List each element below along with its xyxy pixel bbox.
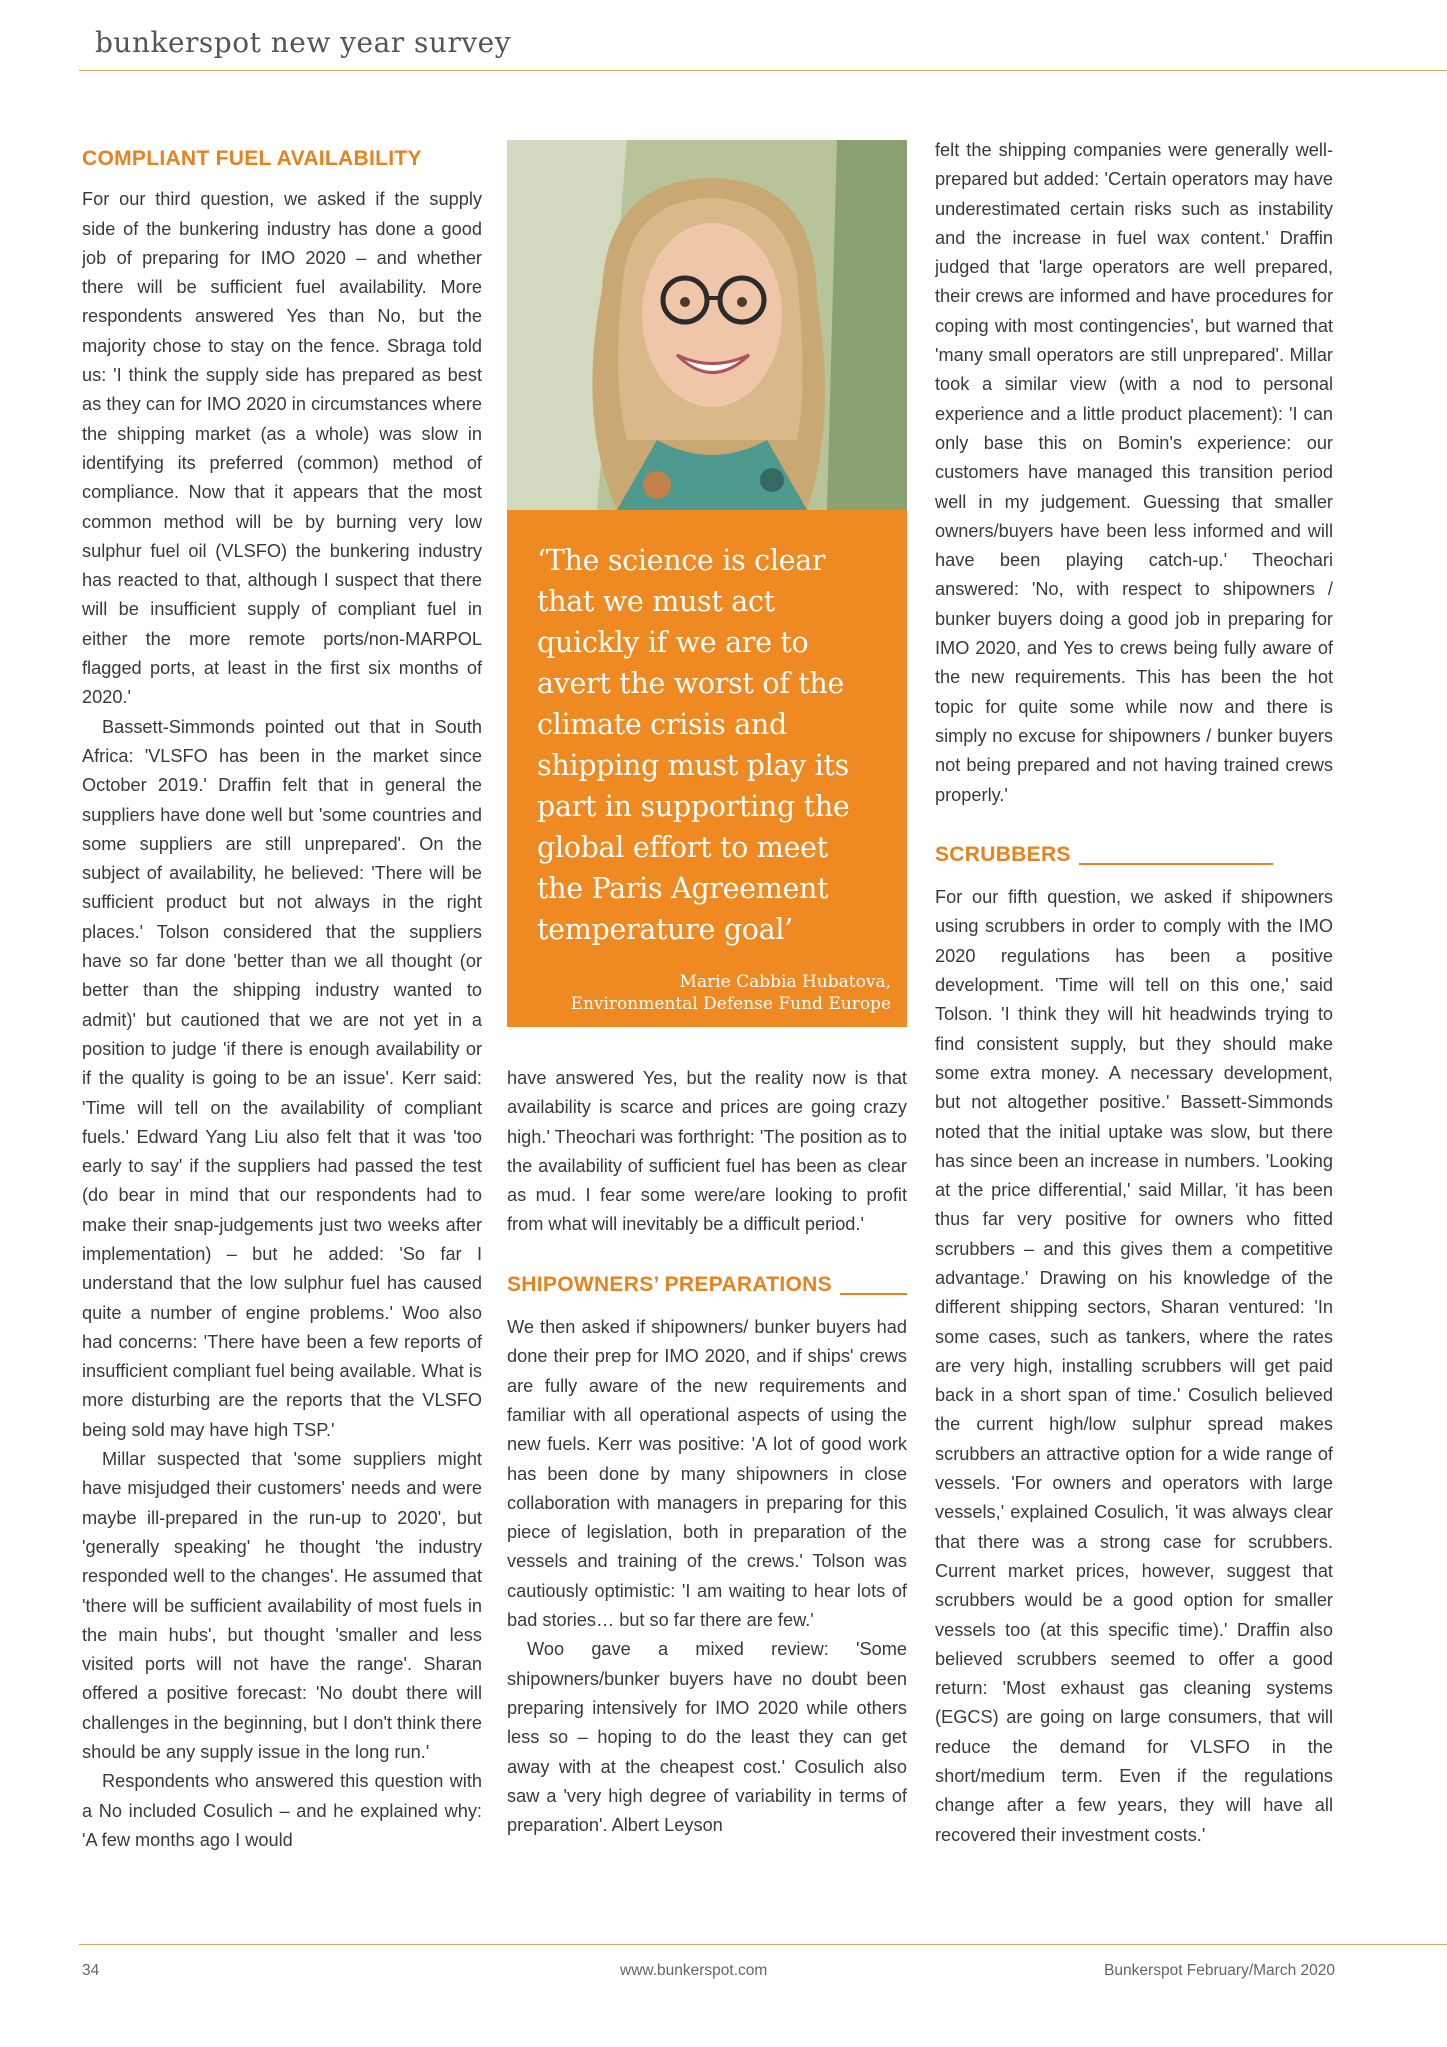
pull-quote-box <box>507 510 907 1027</box>
portrait-photo <box>507 140 907 510</box>
heading-rule <box>840 1293 907 1295</box>
paragraph: For our third question, we asked if the supply side of the bunkering industry has done a good job of preparing for IMO 2020 – and whether there will be sufficient fuel availability. More respondents answered Yes than No, but the majority chose to stay on the fence. Sbraga told us: 'I think the supply side has prepared as best as they can for IMO 2020 in circumstances where the shipping market (as a whole) was slow in identifying its preferred (common) method of compliance. Now that it appears that the most common method will be by burning very low sulphur fuel oil (VLSFO) the bunkering industry has reacted to that, although I suspect that there will be insufficient supply of compliant fuel in either the more remote ports/non-MARPOL flagged ports, at least in the first six months of 2020.' <box>82 189 482 708</box>
article-column-1 <box>82 144 482 1892</box>
paragraph: Bassett-Simmonds pointed out that in South Africa: 'VLSFO has been in the market since October 2019.' Draffin felt that in general the suppliers have done well but 'some countries and some suppliers are still unprepared'. On the subject of availability, he believed: 'There will be sufficient product but not always in the right places.' Tolson considered that the suppliers have so far done 'better than we all thought (or better than the shipping industry wanted to admit)' but cautioned that we are not yet in a position to judge 'if there is enough availability or if the quality is going to be an issue'. Kerr said: 'Time will tell on the availability of compliant fuels.' Edward Yang Liu also felt that it was 'too early to say' if the suppliers had passed the test (do bear in mind that our respondents had to make their snap-judgements just two weeks after implementation) – but he added: 'So far I understand that the low sulphur fuel has caused quite a number of engine problems.' Woo also had concerns: 'There have been a few reports of insufficient compliant fuel being available. What is more disturbing are the reports that the VLSFO being sold may have high TSP.' <box>82 716 482 1440</box>
running-header: bunkerspot new year survey <box>95 26 512 59</box>
paragraph: For our fifth question, we asked if shipowners using scrubbers in order to comply with the IMO 2020 regulations has been a positive development. 'Time will tell on this one,' said Tolson. 'I think they will hit headwinds trying to find consistent supply, but they should make some extra money. A necessary development, but not altogether positive.' Bassett-Simmonds noted that the initial uptake was slow, but there has since been an increase in numbers. 'Looking at the price differential,' said Millar, 'it has been thus far very positive for owners who fitted scrubbers – and this gives them a competitive advantage.' Drawing on his knowledge of the different shipping sectors, Sharan ventured: 'In some cases, such as tankers, where the rates are very high, installing scrubbers will get paid back in a short span of time.' Cosulich believed the current high/low sulphur spread makes scrubbers an attractive option for a wide range of vessels. 'For owners and operators with large vessels,' explained Cosulich, 'it was always clear that there was a strong case for scrubbers. Current market prices, however, suggest that scrubbers would be a good option for smaller vessels too (at this specific time).' Draffin also believed scrubbers seemed to offer a good return: 'Most exhaust gas cleaning systems (EGCS) are going on large consumers, that will reduce the demand for VLSFO in the short/medium term. Even if the regulations change after a few years, they will have all recovered their investment costs.' <box>935 887 1333 1845</box>
paragraph: have answered Yes, but the reality now is that availability is scarce and prices are going crazy high.' Theochari was forthright: 'The position as to the availability of sufficient fuel has been as clear as mud. I fear some were/are looking to profit from what will inevitably be a difficult period.' <box>507 1068 907 1235</box>
website-url: www.bunkerspot.com <box>620 1962 768 1979</box>
heading-rule <box>1079 863 1273 865</box>
portrait-illustration <box>507 140 907 510</box>
paragraph: felt the shipping companies were generally well-prepared but added: 'Certain operators may have underestimated certain risks such as instability and the increase in fuel wax content.' Draffin judged that 'large operators are well prepared, their crews are informed and have procedures for coping with most contingencies', but warned that 'many small operators are still unprepared'. Millar took a similar view (with a nod to personal experience and a little product placement): 'I can only base this on Bomin's experience: our customers have managed this transition period well in my judgement. Guessing that smaller owners/buyers have been less informed and will have been playing catch-up.' Theochari answered: 'No, with respect to shipowners / bunker buyers doing a good job in preparing for IMO 2020, and Yes to crews being fully aware of the new requirements. This has been the hot topic for quite some while now and there is simply no excuse for shipowners / bunker buyers not being prepared and not having trained crews properly.' <box>935 140 1333 805</box>
footer-rule <box>79 1944 1447 1945</box>
section-heading-shipowners-preparations: SHIPOWNERS’ PREPARATIONS <box>507 1270 907 1299</box>
paragraph: Woo gave a mixed review: 'Some shipowners/bunker buyers have no doubt been preparing intensively for IMO 2020 while others less so – hoping to do the least they can get away with at the cheapest cost.' Cosulich also saw a 'very high degree of variability in terms of preparation'. Albert Leyson <box>507 1639 907 1836</box>
pull-quote-attribution <box>571 971 891 1015</box>
issue-label: Bunkerspot February/March 2020 <box>1104 1962 1335 1979</box>
pull-quote-text: ‘The science is clear that we must act quickly if we are to avert the worst of the climate crisis and shipping must play its part in supporting the global effort to meet the Paris Agreement temperature goal’ <box>537 544 850 946</box>
pull-quote-name: Marie Cabbia Hubatova, <box>679 972 891 992</box>
header-rule <box>79 70 1447 71</box>
page-number: 34 <box>82 1962 100 1979</box>
paragraph: Millar suspected that 'some suppliers might have misjudged their customers' needs and were maybe ill-prepared in the run-up to 2020', but 'generally speaking' he thought 'the industry responded well to the changes'. He assumed that 'there will be sufficient availability of most fuels in the main hubs', but thought 'smaller and less visited ports will not have the range'. Sharan offered a positive forecast: 'No doubt there will challenges in the beginning, but I don't think there should be any supply issue in the long run.' <box>82 1449 482 1763</box>
article-column-2 <box>507 1064 907 1892</box>
paragraph: We then asked if shipowners/ bunker buyers had done their prep for IMO 2020, and if ships' crews are fully aware of the new requirements and familiar with all operational aspects of using the new fuels. Kerr was positive: 'A lot of good work has been done by many shipowners in close collaboration with managers in preparing for this piece of legislation, both in preparation of the vessels and training of the crews.' Tolson was cautiously optimistic: 'I am waiting to hear lots of bad stories… but so far there are few.' <box>507 1317 907 1631</box>
paragraph: Respondents who answered this question with a No included Cosulich – and he explained why: 'A few months ago I would <box>82 1771 482 1850</box>
article-column-3 <box>935 136 1333 1892</box>
section-heading-scrubbers: SCRUBBERS <box>935 840 1333 869</box>
pull-quote-organisation: Environmental Defense Fund Europe <box>570 994 891 1014</box>
section-heading-compliant-fuel: COMPLIANT FUEL AVAILABILITY <box>82 147 422 170</box>
